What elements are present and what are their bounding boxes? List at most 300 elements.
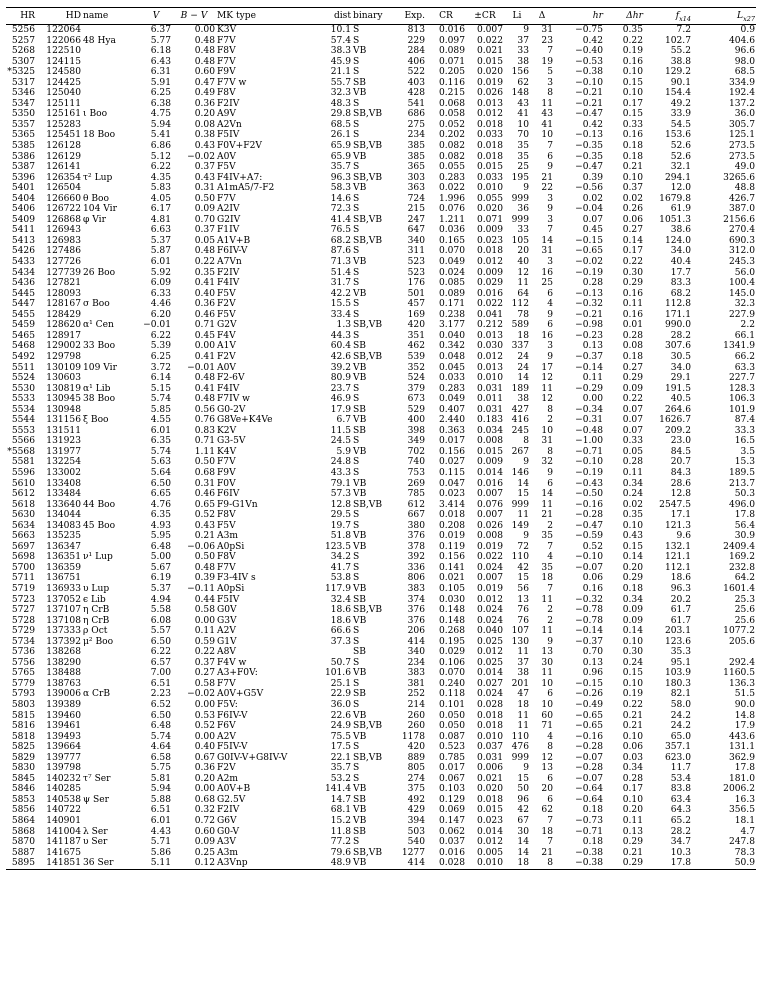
b-v-cell: 0.53 xyxy=(194,710,215,721)
exp-cell: 376 xyxy=(407,605,425,616)
hr-ratio-err-cell: 0.10 xyxy=(622,67,643,78)
li-cell: 35 xyxy=(517,141,529,152)
hr-cell: 5700 xyxy=(11,562,35,573)
li-cell: 107 xyxy=(511,626,529,637)
hr-cell: 5870 xyxy=(11,837,35,848)
v-mag-cell: 4.93 xyxy=(150,520,171,531)
dist-cell: 6.7 xyxy=(336,415,351,426)
hr-ratio-cell: −0.50 xyxy=(575,489,603,500)
table-row xyxy=(6,120,756,131)
mk-type-cell: G2V xyxy=(217,320,237,331)
table-row xyxy=(6,468,756,479)
name-cell xyxy=(82,742,140,753)
lx27-cell: 66.1 xyxy=(734,330,755,341)
mk-type-cell: F6IV-V xyxy=(217,246,248,257)
lx27-cell: 15.3 xyxy=(734,457,755,468)
delta-cell: 7 xyxy=(547,837,553,848)
binary-cell: SB,VB xyxy=(353,109,383,120)
b-v-cell: 0.60 xyxy=(194,67,215,78)
name-cell: ρ Oct xyxy=(83,626,108,637)
name-cell xyxy=(82,46,140,57)
table-row xyxy=(6,605,756,616)
lx27-cell: 1601.4 xyxy=(723,583,755,594)
hr-ratio-err-cell: 0.09 xyxy=(622,383,643,394)
hr-ratio-cell: −0.65 xyxy=(575,246,603,257)
table-row xyxy=(6,436,756,447)
binary-cell: VB xyxy=(353,183,367,194)
delta-cell: 2 xyxy=(547,520,553,531)
dist-cell: 58.3 xyxy=(330,183,351,194)
fx14-cell: 28.6 xyxy=(670,478,691,489)
cr-err-cell: 0.016 xyxy=(476,288,503,299)
hr-ratio-cell: −0.43 xyxy=(575,478,603,489)
mk-type-cell: A3m xyxy=(217,531,238,542)
name-cell xyxy=(82,152,140,163)
mk-type-cell: F5IV-V xyxy=(217,742,248,753)
dist-cell: 35.7 xyxy=(330,763,351,774)
table-row xyxy=(6,78,756,89)
cr-err-cell: 0.009 xyxy=(476,267,503,278)
hr-ratio-cell: −0.73 xyxy=(575,816,603,827)
mk-type-cell: F9-G1Vn xyxy=(217,499,258,510)
name-cell xyxy=(82,805,140,816)
lx27-cell: 98.0 xyxy=(734,56,755,67)
hd-cell: 127726 xyxy=(46,257,81,268)
table-row xyxy=(6,109,756,120)
li-cell: 110 xyxy=(511,552,529,563)
mk-type-cell: G0V xyxy=(217,605,237,616)
hr-ratio-cell: −0.19 xyxy=(575,267,603,278)
dist-cell: 55.7 xyxy=(330,77,351,88)
fx14-cell: 83.3 xyxy=(670,278,691,289)
table-row xyxy=(6,521,756,532)
delta-cell: 7 xyxy=(547,225,553,236)
b-v-cell: 0.60 xyxy=(194,826,215,837)
lx27-cell: 18.1 xyxy=(734,816,755,827)
cr-err-cell: 0.025 xyxy=(476,657,503,668)
hr-ratio-err-cell: 0.17 xyxy=(622,784,643,795)
hd-cell: 125451 xyxy=(46,130,81,141)
cr-cell: 1.211 xyxy=(438,214,465,225)
hd-cell: 135235 xyxy=(46,531,81,542)
cr-cell: 0.048 xyxy=(438,351,465,362)
cr-cell: 0.022 xyxy=(438,183,465,194)
delta-cell: 7 xyxy=(547,141,553,152)
hr-cell: 5406 xyxy=(11,204,35,215)
cr-cell: 0.147 xyxy=(438,816,465,827)
hd-cell: 122510 xyxy=(46,46,81,57)
v-mag-cell: 4.35 xyxy=(150,172,171,183)
hr-ratio-err-cell: 0.11 xyxy=(622,467,643,478)
cr-cell: 0.049 xyxy=(438,394,465,405)
b-v-cell: 0.20 xyxy=(194,773,215,784)
b-v-cell: 0.71 xyxy=(194,320,215,331)
mk-type-cell: A1mA5/7-F2 xyxy=(217,183,275,194)
li-cell: 67 xyxy=(517,816,529,827)
exp-cell: 540 xyxy=(407,837,425,848)
hd-cell: 139493 xyxy=(46,731,81,742)
v-mag-cell: 6.50 xyxy=(150,478,171,489)
delta-cell: 8 xyxy=(547,404,553,415)
lx27-cell: 1077.2 xyxy=(723,626,755,637)
exp-cell: 492 xyxy=(407,794,425,805)
fx14-cell: 1679.8 xyxy=(659,193,691,204)
fx14-cell: 153.6 xyxy=(664,130,691,141)
b-v-cell: 0.76 xyxy=(194,415,215,426)
exp-cell: 420 xyxy=(407,320,425,331)
binary-cell: S xyxy=(353,394,360,405)
name-cell xyxy=(82,310,140,321)
dist-cell: 31.7 xyxy=(330,278,351,289)
hr-ratio-cell: −0.26 xyxy=(575,689,603,700)
v-mag-cell: 5.64 xyxy=(150,467,171,478)
fx14-cell: 32.1 xyxy=(670,162,691,173)
hr-ratio-cell: −0.71 xyxy=(575,826,603,837)
cr-err-cell: 0.012 xyxy=(476,594,503,605)
exp-cell: 349 xyxy=(407,436,425,447)
name-cell: λ Ser xyxy=(83,826,108,837)
fx14-cell: 18.6 xyxy=(670,573,691,584)
li-cell: 999 xyxy=(511,193,529,204)
li-cell: 35 xyxy=(517,151,529,162)
cr-err-cell: 0.033 xyxy=(476,172,503,183)
li-cell: 40 xyxy=(517,257,529,268)
cr-cell: 0.215 xyxy=(438,88,465,99)
exp-cell: 383 xyxy=(407,668,425,679)
delta-cell: 9 xyxy=(547,204,553,215)
binary-cell: VB xyxy=(353,373,367,384)
li-cell: 36 xyxy=(517,204,529,215)
hr-ratio-cell: −0.32 xyxy=(575,299,603,310)
table-row xyxy=(6,46,756,57)
b-v-cell: 0.09 xyxy=(194,837,215,848)
hd-cell: 131511 xyxy=(46,425,81,436)
binary-cell: VB xyxy=(353,805,367,816)
name-cell: 33 Boo xyxy=(83,341,116,352)
v-mag-cell: 6.01 xyxy=(150,257,171,268)
hr-cell: 5825 xyxy=(11,742,35,753)
lx27-cell: 17.8 xyxy=(734,510,755,521)
hr-cell: 5465 xyxy=(11,330,35,341)
exp-cell: 252 xyxy=(407,689,425,700)
v-mag-cell: 5.11 xyxy=(140,858,172,869)
li-cell: 33 xyxy=(517,225,529,236)
hr-ratio-err-cell: 0.34 xyxy=(622,594,643,605)
delta-cell: 2 xyxy=(547,615,553,626)
cr-cell: 0.049 xyxy=(438,257,465,268)
b-v-cell: −0.06 xyxy=(187,541,215,552)
lx27-cell: 227.9 xyxy=(728,309,755,320)
delta-cell: 71 xyxy=(541,721,553,732)
cr-err-cell: 0.018 xyxy=(476,721,503,732)
li-cell: 195 xyxy=(511,172,529,183)
exp-cell: 673 xyxy=(407,394,425,405)
li-cell: 30 xyxy=(517,826,529,837)
exp-cell: 365 xyxy=(407,162,425,173)
hr-ratio-err-cell: 0.43 xyxy=(622,531,643,542)
hr-cell: 5534 xyxy=(11,404,35,415)
delta-cell: 13 xyxy=(541,763,553,774)
hr-ratio-err-cell: 0.14 xyxy=(622,235,643,246)
name-cell: ν¹ Lup xyxy=(83,552,113,563)
dist-cell: 42.6 xyxy=(330,351,351,362)
fx14-cell: 35.3 xyxy=(670,647,691,658)
b-v-cell: 0.56 xyxy=(194,404,215,415)
hr-cell: 5630 xyxy=(11,510,35,521)
v-mag-cell: 6.01 xyxy=(150,816,171,827)
binary-cell: SB,VB xyxy=(353,605,383,616)
delta-cell: 21 xyxy=(541,510,553,521)
v-mag-cell: 4.76 xyxy=(150,499,171,510)
hr-ratio-cell: −0.28 xyxy=(575,763,603,774)
hr-cell: 5818 xyxy=(11,731,35,742)
hr-cell: 5729 xyxy=(11,626,35,637)
dist-cell: 79.1 xyxy=(330,478,351,489)
mk-type-cell: G2IV xyxy=(217,214,241,225)
hr-ratio-cell: 0.70 xyxy=(582,647,603,658)
hr-ratio-cell: 0.13 xyxy=(582,341,603,352)
exp-cell: 169 xyxy=(407,309,425,320)
hr-ratio-err-cell: 0.10 xyxy=(622,520,643,531)
hr-ratio-err-cell: 0.18 xyxy=(622,141,643,152)
hr-ratio-cell: −0.15 xyxy=(575,235,603,246)
dist-cell: 51.4 xyxy=(330,267,351,278)
dist-cell: 11.5 xyxy=(330,425,351,436)
delta-cell: 32 xyxy=(541,457,553,468)
hr-ratio-cell: −0.37 xyxy=(575,351,603,362)
cr-cell: 0.070 xyxy=(438,668,465,679)
mk-type-cell: F7IV w xyxy=(217,394,250,405)
binary-cell: S xyxy=(353,98,360,109)
hd-cell: 124115 xyxy=(46,56,81,67)
li-cell: 9 xyxy=(523,457,529,468)
lx27-cell: 227.7 xyxy=(728,373,755,384)
hr-ratio-cell: −0.13 xyxy=(575,288,603,299)
b-v-cell: 0.58 xyxy=(194,678,215,689)
cr-err-cell: 0.018 xyxy=(476,151,503,162)
hd-cell: 126354 xyxy=(46,172,81,183)
name-cell xyxy=(82,563,140,574)
delta-cell: 9 xyxy=(547,636,553,647)
cr-cell: 0.030 xyxy=(438,594,465,605)
fx14-cell: 28.2 xyxy=(670,330,691,341)
fx14-cell: 58.0 xyxy=(670,700,691,710)
li-cell: 15 xyxy=(517,773,529,784)
hr-ratio-err-cell: 0.08 xyxy=(622,341,643,352)
hr-ratio-cell: −0.64 xyxy=(575,784,603,795)
dist-cell: 29.5 xyxy=(330,510,351,521)
li-cell: 24 xyxy=(517,351,529,362)
mk-type-cell: A2IV xyxy=(217,204,240,215)
hr-cell: 5257 xyxy=(11,35,35,46)
fx14-cell: 357.1 xyxy=(664,742,691,753)
cr-err-cell: 0.024 xyxy=(476,605,503,616)
hr-ratio-cell: 0.28 xyxy=(582,278,603,289)
cr-cell: 0.017 xyxy=(438,763,465,774)
v-mag-cell: 5.58 xyxy=(150,605,171,616)
dist-cell: 37.3 xyxy=(330,636,351,647)
hd-cell: 131156 xyxy=(46,415,81,426)
cr-cell: 0.085 xyxy=(438,278,465,289)
cr-err-cell: 0.018 xyxy=(476,141,503,152)
fx14-cell: 52.6 xyxy=(670,141,691,152)
binary-cell: S xyxy=(353,225,360,236)
li-cell: 56 xyxy=(517,583,529,594)
fx14-cell: 1626.7 xyxy=(659,415,691,426)
b-v-cell: 0.71 xyxy=(194,436,215,447)
b-v-cell: 0.09 xyxy=(194,204,215,215)
delta-cell: 3 xyxy=(547,77,553,88)
binary-cell: S xyxy=(353,162,360,173)
exp-cell: 381 xyxy=(407,678,425,689)
cr-cell: 0.268 xyxy=(438,626,465,637)
v-mag-cell: 6.22 xyxy=(150,330,171,341)
table-row xyxy=(6,595,756,606)
col-lx27: $L_{x27}$ xyxy=(692,8,756,25)
table-row xyxy=(6,479,756,490)
hr-cell: 5845 xyxy=(11,773,35,784)
delta-cell: 14 xyxy=(541,235,553,246)
lx27-cell: 64.2 xyxy=(734,573,755,584)
cr-err-cell: 0.007 xyxy=(476,25,503,35)
mk-type-cell: F2-6V xyxy=(217,373,245,384)
li-cell: 43 xyxy=(517,98,529,109)
cr-err-cell: 0.015 xyxy=(476,805,503,816)
hr-ratio-cell: −0.14 xyxy=(575,626,603,637)
b-v-cell: 0.52 xyxy=(194,510,215,521)
lx27-cell: 2156.6 xyxy=(723,214,755,225)
lx27-cell: 2006.2 xyxy=(723,784,755,795)
cr-cell: 3.414 xyxy=(438,499,465,510)
fx14-cell: 102.7 xyxy=(664,35,691,46)
cr-err-cell: 0.009 xyxy=(476,225,503,236)
hr-ratio-err-cell: 0.07 xyxy=(622,415,643,426)
dist-cell: 101.6 xyxy=(324,668,351,679)
hr-ratio-err-cell: 0.15 xyxy=(622,541,643,552)
delta-cell: 16 xyxy=(541,330,553,341)
name-cell xyxy=(82,468,140,479)
dist-cell: 43.3 xyxy=(330,467,351,478)
dist-cell: 15.5 xyxy=(330,299,351,310)
table-row xyxy=(6,447,756,458)
dist-cell: 24.9 xyxy=(330,721,351,732)
cr-cell: 0.283 xyxy=(438,383,465,394)
dist-cell: 32.4 xyxy=(330,594,351,605)
li-cell: 25 xyxy=(517,162,529,173)
v-mag-cell: 6.48 xyxy=(150,721,171,732)
li-cell: 64 xyxy=(517,288,529,299)
b-v-cell: 0.58 xyxy=(194,605,215,616)
dist-cell: 29.8 xyxy=(330,109,351,120)
v-mag-cell: 6.33 xyxy=(150,288,171,299)
hr-ratio-err-cell: 0.30 xyxy=(622,267,643,278)
hr-ratio-cell: −0.02 xyxy=(575,257,603,268)
hr-ratio-err-cell: 0.22 xyxy=(622,35,643,46)
mk-type-cell: K2V xyxy=(217,425,237,436)
table-row xyxy=(6,405,756,416)
dist-cell: 75.5 xyxy=(330,731,351,742)
hd-cell: 139461 xyxy=(46,721,81,732)
dist-cell: 66.6 xyxy=(330,626,351,637)
exp-cell: 647 xyxy=(407,225,425,236)
dist-cell: 41.4 xyxy=(330,214,351,225)
binary-cell: VB xyxy=(353,362,367,373)
hr-ratio-cell: −0.65 xyxy=(575,721,603,732)
exp-cell: 274 xyxy=(407,773,425,784)
hr-ratio-cell: −0.49 xyxy=(575,700,603,710)
b-v-cell: 0.00 xyxy=(194,731,215,742)
hr-cell: 5365 xyxy=(11,130,35,141)
hr-ratio-err-cell: 0.16 xyxy=(622,288,643,299)
star-table xyxy=(6,7,756,870)
delta-cell: 9 xyxy=(547,351,553,362)
v-mag-cell: 4.05 xyxy=(150,193,171,204)
dist-cell: 5.9 xyxy=(336,446,351,457)
table-row xyxy=(6,25,756,36)
li-cell: 18 xyxy=(517,700,529,710)
hr-cell: 5816 xyxy=(11,721,35,732)
cr-err-cell: 0.024 xyxy=(476,615,503,626)
hr-ratio-cell: −0.47 xyxy=(575,520,603,531)
delta-cell: 9 xyxy=(547,467,553,478)
binary-cell: VB xyxy=(353,151,367,162)
dist-cell: 76.5 xyxy=(330,225,351,236)
li-cell: 9 xyxy=(523,763,529,774)
fx14-cell: 55.2 xyxy=(670,46,691,57)
li-cell: 42 xyxy=(517,805,529,816)
cr-cell: 0.033 xyxy=(438,373,465,384)
hd-cell: 141675 xyxy=(46,847,81,858)
exp-cell: 806 xyxy=(407,573,425,584)
v-mag-cell: 4.75 xyxy=(150,109,171,120)
binary-cell: SB xyxy=(353,689,366,700)
hr-cell: 5864 xyxy=(11,816,35,827)
v-mag-cell: 6.31 xyxy=(150,67,171,78)
exp-cell: 269 xyxy=(407,478,425,489)
lx27-cell: 50.3 xyxy=(734,489,755,500)
b-v-cell: 0.00 xyxy=(194,341,215,352)
cr-cell: 0.240 xyxy=(438,678,465,689)
mk-type-cell: F0V xyxy=(217,478,236,489)
hr-cell: 5711 xyxy=(11,573,35,584)
lx27-cell: 33.3 xyxy=(734,425,755,436)
delta-cell: 6 xyxy=(547,773,553,784)
li-cell: 476 xyxy=(511,742,529,753)
lx27-cell: 273.5 xyxy=(728,151,755,162)
v-mag-cell: 5.94 xyxy=(150,119,171,130)
name-cell xyxy=(82,573,140,584)
table-row xyxy=(6,689,756,700)
mk-type-cell: F7V xyxy=(217,56,236,67)
b-v-cell: 0.27 xyxy=(194,668,215,679)
b-v-cell: 0.43 xyxy=(194,141,215,152)
col-dist: dist xyxy=(314,8,352,25)
binary-cell: S xyxy=(353,520,360,531)
v-mag-cell: 5.87 xyxy=(150,246,171,257)
hr-cell: 5511 xyxy=(11,362,35,373)
delta-cell: 12 xyxy=(541,394,553,405)
dist-cell: 17.5 xyxy=(330,742,351,753)
b-v-cell: −0.11 xyxy=(187,583,215,594)
cr-err-cell: 0.014 xyxy=(476,467,503,478)
name-cell xyxy=(82,479,140,490)
fx14-cell: 38.6 xyxy=(670,225,691,236)
cr-cell: 0.082 xyxy=(438,151,465,162)
hr-ratio-cell: −0.15 xyxy=(575,678,603,689)
v-mag-cell: 6.35 xyxy=(150,510,171,521)
hr-cell: 5856 xyxy=(11,805,35,816)
binary-cell: VB xyxy=(353,415,367,426)
